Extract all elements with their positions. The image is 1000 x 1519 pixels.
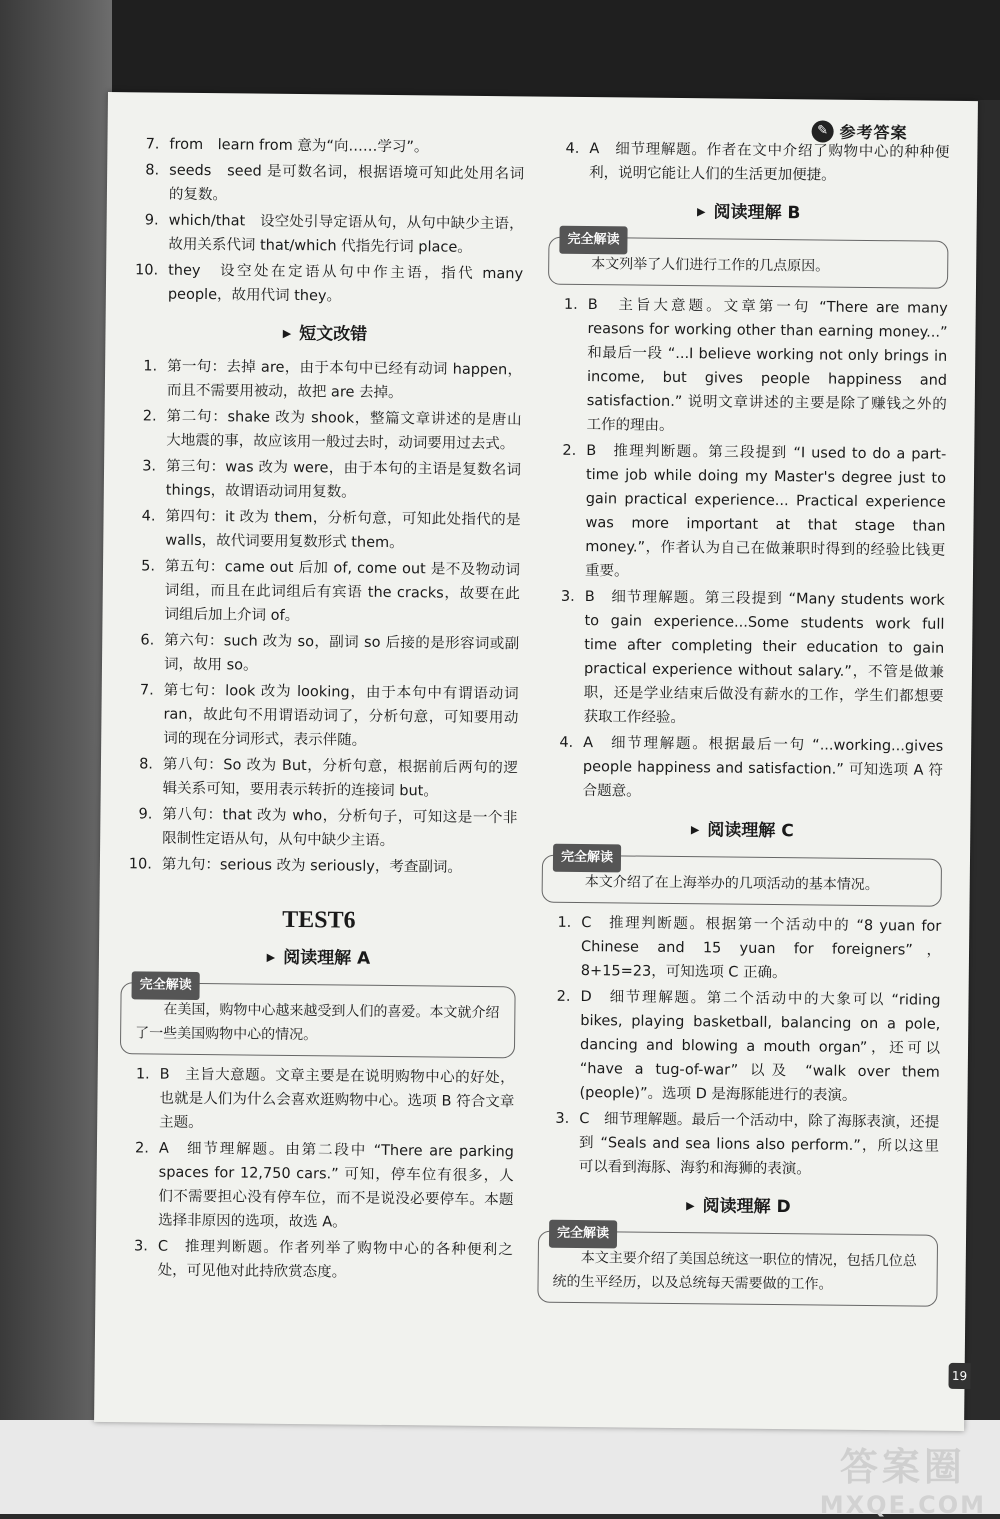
- answer-item: [128, 208, 523, 260]
- summary-tag: 完全解读: [559, 226, 627, 255]
- section-heading: ▶ 短文改错: [127, 320, 522, 348]
- watermark-logo: 答案圈: [839, 1445, 966, 1489]
- summary-box: [548, 231, 948, 289]
- answer-item: [123, 678, 519, 754]
- answer-number: 10.: [134, 262, 159, 279]
- section-heading: ▶ 阅读理解 C: [542, 817, 942, 845]
- summary-tag: 完全解读: [549, 1220, 617, 1249]
- triangle-icon: ▶: [266, 950, 276, 964]
- section-heading: ▶ 阅读理解 D: [538, 1193, 938, 1221]
- answer-text: 第六句：such 改为 so，副词 so 后接的是形容词或副词，故用 so。: [163, 632, 520, 674]
- answer-number: 7.: [139, 682, 154, 699]
- answer-number: 2.: [562, 442, 577, 459]
- answer-text: which/that 设空处引导定语从句，从句中缺少主语，故用关系代词 that/which 代指先行词 place。: [168, 212, 524, 256]
- answer-item: [545, 439, 946, 587]
- answer-item: [541, 911, 942, 987]
- answer-item: [118, 1234, 513, 1286]
- answer-text: 第二句：shake 改为 shook，整篇文章讲述的是唐山大地震的事，故应该用一般过去时，动词要用过去式。: [166, 408, 522, 453]
- answer-text: from learn from 意为“向……学习”。: [169, 136, 429, 156]
- summary-text: 本文主要介绍了美国总统这一职位的情况，包括几位总统的生平经历，以及总统每天需要做的工作。: [552, 1250, 917, 1293]
- summary-text: 在美国，购物中心越来越受到人们的喜爱。本文就介绍了一些美国购物中心的情况。: [135, 1001, 500, 1044]
- triangle-icon: ▶: [282, 326, 292, 340]
- answer-number: 5.: [141, 558, 156, 575]
- answer-text: B 推理判断题。第三段提到 “I used to do a part-time job while doing my Master's degree just to gain practical experience... Practical experience was more important at that stage than money.”，作者认为自己在做兼职时得到的经验比钱更重要。: [584, 443, 947, 580]
- answer-item: [543, 585, 944, 733]
- answer-text: C 推理判断题。作者列举了购物中心的各种便利之处，可见他对此持欣赏态度。: [157, 1238, 513, 1281]
- answer-number: 8.: [145, 162, 160, 179]
- pen-icon: ✎: [812, 120, 834, 142]
- page-number: 19: [948, 1363, 970, 1389]
- answer-item: [122, 802, 517, 854]
- answer-number: 9.: [138, 806, 153, 823]
- answer-number: 7.: [145, 136, 160, 153]
- answer-number: 4.: [141, 508, 156, 525]
- answer-number: 3.: [555, 1110, 570, 1127]
- right-column: [537, 137, 949, 1315]
- answer-number: 8.: [139, 756, 154, 773]
- answer-number: 4.: [559, 734, 574, 751]
- answer-number: 1.: [563, 296, 578, 313]
- answer-item: [539, 1107, 940, 1183]
- answer-item: [543, 731, 944, 807]
- answer-text: D 细节理解题。第二个活动中的大象可以 “riding bikes, playing basketball, balancing on a pole, dancing and blowing a mouth organ”，还可以 “have a tug-of-war” 以及 “walk over them (people)”。选项 D 是海豚能进行的表演。: [579, 988, 941, 1104]
- answer-item: [127, 354, 522, 406]
- answer-number: 6.: [140, 632, 155, 649]
- answer-number: 2.: [142, 408, 157, 425]
- answer-text: they 设空处在定语从句中作主语，指代 many people，故用代词 they。: [167, 262, 524, 305]
- answer-number: 9.: [144, 212, 159, 229]
- answer-item: [123, 752, 518, 804]
- answer-item: [129, 158, 524, 210]
- answer-item: [122, 852, 517, 880]
- answer-item: [119, 1062, 515, 1138]
- answer-number: 2.: [135, 1140, 150, 1157]
- summary-text: 本文列举了人们进行工作的几点原因。: [591, 256, 830, 275]
- answer-item: [124, 554, 520, 630]
- answer-text: 第八句：that 改为 who，分析句子，可知这是一个非限制性定语从句，从句中缺少主语。: [162, 806, 518, 850]
- answer-text: 第九句：serious 改为 seriously，考查副词。: [161, 856, 462, 876]
- answer-item: [124, 628, 519, 680]
- summary-tag: 完全解读: [553, 844, 621, 873]
- summary-tag: 完全解读: [132, 971, 200, 1000]
- answer-text: A 细节理解题。作者在文中介绍了购物中心的种种便利，说明它能让人们的生活更加便捷。: [589, 141, 950, 184]
- answer-text: B 细节理解题。第三段提到 “Many students work to gain experience...Some students work full time after completing their education to gain practical experience without salary.”，不管是做兼职，还是学业结束后做没有薪水的工作，学生们都想要获取工作经验。: [583, 589, 945, 727]
- triangle-icon: ▶: [690, 823, 700, 837]
- answer-page: [94, 92, 978, 1431]
- answer-number: 3.: [560, 588, 575, 605]
- answer-text: C 推理判断题。根据第一个活动中的 “8 yuan for Chinese and 15 yuan for foreigners”，8+15=23，可知选项 C 正确。: [580, 915, 942, 982]
- section-heading: ▶ 阅读理解 B: [549, 199, 949, 227]
- answer-number: 3.: [133, 1238, 148, 1255]
- answer-text: A 细节理解题。根据最后一句 “...working...gives people happiness and satisfaction.” 可知选项 A 符合题意。: [582, 735, 944, 800]
- answer-item: [549, 137, 949, 189]
- answer-number: 3.: [142, 458, 157, 475]
- triangle-icon: ▶: [697, 205, 706, 219]
- triangle-icon: ▶: [686, 1199, 695, 1213]
- header-title: 参考答案: [839, 122, 908, 143]
- answer-text: 第八句：So 改为 But，分析句意，根据前后两句的逻辑关系可知，要用表示转折的连接词 but。: [162, 756, 519, 800]
- answer-item: [546, 293, 947, 441]
- answer-item: [126, 404, 521, 456]
- answer-text: B 主旨大意题。文章第一句 “There are many reasons for working other than earning money...” 和最后一段 “...I believe working not only brings in income, but gives people happiness and satisfaction.” 说明文章讲述的主要是除了赚钱之外的工作的理由。: [586, 297, 948, 434]
- watermark-url: MXQE.COM: [819, 1491, 986, 1519]
- answer-number: 1.: [135, 1066, 150, 1083]
- summary-box: [120, 977, 516, 1058]
- answer-text: seeds seed 是可数名词，根据语境可知此处用名词的复数。: [168, 162, 525, 204]
- answer-item: [539, 985, 940, 1109]
- answer-item: [126, 454, 521, 506]
- answer-text: 第四句：it 改为 them，分析句意，可知此处指代的是 walls，故代词要用复数形式 them。: [165, 508, 521, 552]
- test-title: TEST6: [282, 906, 356, 934]
- answer-item: [128, 258, 523, 310]
- summary-box: [537, 1225, 938, 1307]
- answer-text: B 主旨大意题。文章主要是在说明购物中心的好处，也就是人们为什么会喜欢逛购物中心。选项 B 符合文章主题。: [159, 1066, 515, 1132]
- answer-text: 第五句：came out 后加 of, come out 是不及物动词词组，而且在此词组后有宾语 the cracks，故要在此词组后加上介词 of。: [164, 558, 521, 625]
- answer-text: C 细节理解题。最后一个活动中，除了海豚表演，还提到 “Seals and sea lions also perform.”，所以这里可以看到海豚、海豹和海狮的表演。: [578, 1110, 940, 1178]
- watermark: [820, 1436, 986, 1519]
- answer-item: [129, 132, 524, 160]
- summary-box: [542, 849, 942, 907]
- answer-text: A 细节理解题。由第二段中 “There are parking spaces for 12,750 cars.” 可知，停车位有很多，人们不需要担心没有停车位，而不是说没必要停车。本题选择非原因的选项，故选 A。: [158, 1140, 515, 1231]
- answer-item: [118, 1136, 514, 1236]
- answer-text: 第一句：去掉 are，由于本句中已经有动词 happen，而且不需要用被动，故把 are 去掉。: [166, 358, 523, 402]
- answer-number: 10.: [128, 856, 152, 873]
- answer-number: 4.: [565, 140, 580, 157]
- summary-text: 本文介绍了在上海举办的几项活动的基本情况。: [584, 874, 879, 894]
- answer-text: 第七句：look 改为 looking，由于本句中有谓语动词 ran，故此句不用谓语动词了，分析句意，可知要用动词的现在分词形式，表示伴随。: [163, 682, 519, 749]
- answer-number: 1.: [557, 914, 572, 931]
- section-heading: ▶ 阅读理解 A: [121, 944, 516, 972]
- answer-text: 第三句：was 改为 were，由于本句的主语是复数名词 things，故谓语动词用复数。: [165, 458, 522, 501]
- left-column: [118, 132, 525, 1288]
- background-top: [0, 0, 1000, 100]
- answer-item: [125, 504, 520, 556]
- answer-number: 1.: [143, 358, 158, 375]
- answer-number: 2.: [556, 988, 571, 1005]
